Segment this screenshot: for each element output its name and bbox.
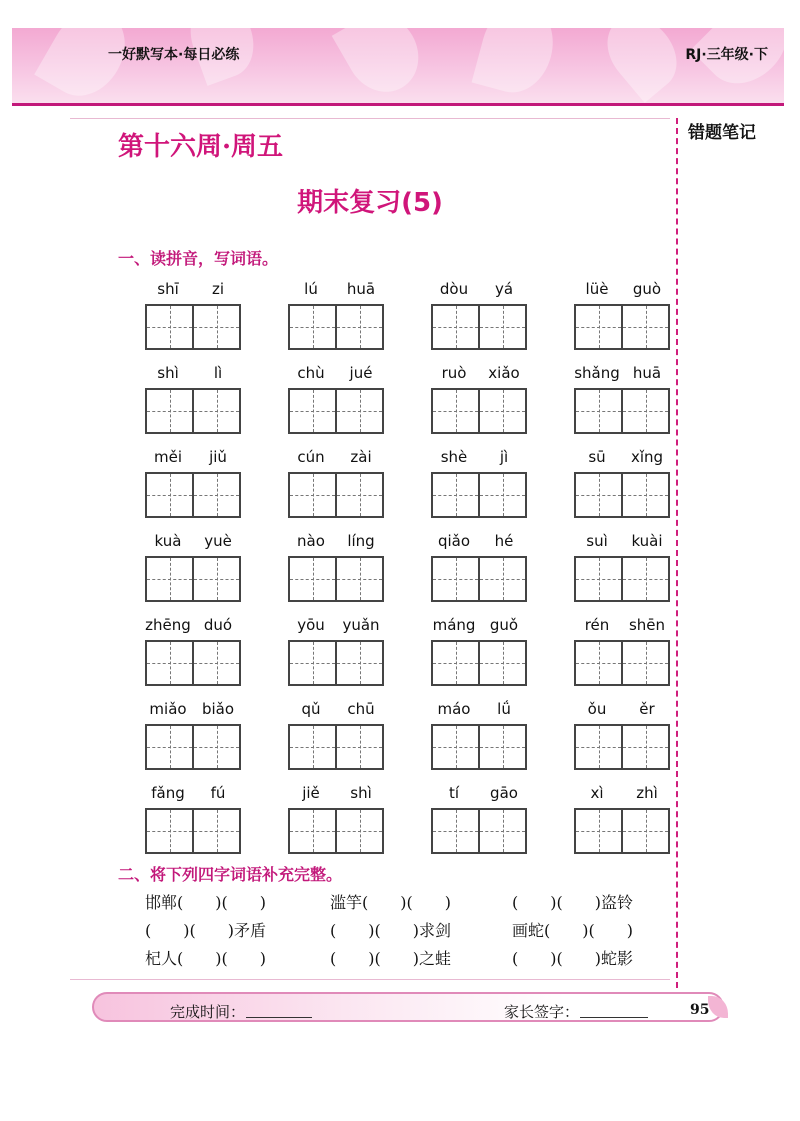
notes-column-title: 错题笔记 [688, 123, 756, 143]
writing-box[interactable] [288, 808, 384, 854]
pinyin-label [429, 364, 529, 386]
pinyin-label [429, 616, 529, 638]
pinyin-syllable: ěr [639, 700, 655, 718]
pinyin-label [572, 784, 672, 806]
character-square[interactable] [621, 642, 668, 684]
character-square[interactable] [478, 390, 525, 432]
pinyin-syllable: rén [584, 616, 610, 634]
character-square[interactable] [576, 390, 621, 432]
character-square[interactable] [621, 726, 668, 768]
word-cell [286, 364, 386, 436]
character-square[interactable] [147, 642, 192, 684]
pinyin-syllable: cún [297, 448, 325, 466]
idiom-item[interactable]: ( )( )之蛙 [330, 949, 451, 968]
pinyin-label [286, 448, 386, 470]
writing-box[interactable] [574, 388, 670, 434]
pinyin-syllable: zài [350, 448, 372, 466]
writing-box[interactable] [574, 724, 670, 770]
pinyin-syllable: shī [157, 280, 179, 298]
pinyin-syllable: fǎng [151, 784, 185, 802]
pinyin-syllable: ruò [441, 364, 467, 382]
petal-decoration [472, 28, 563, 101]
word-cell [572, 448, 672, 520]
character-square[interactable] [576, 642, 621, 684]
word-cell [143, 616, 243, 688]
pinyin-label [429, 448, 529, 470]
character-square[interactable] [621, 558, 668, 600]
word-cell [572, 784, 672, 856]
pinyin-syllable: guǒ [489, 616, 519, 634]
character-square[interactable] [335, 306, 382, 348]
pinyin-syllable: hé [494, 532, 514, 550]
character-square[interactable] [192, 810, 239, 852]
character-square[interactable] [478, 726, 525, 768]
pinyin-syllable: qǔ [301, 700, 321, 718]
pinyin-syllable: zhēng [145, 616, 191, 634]
word-cell [429, 616, 529, 688]
word-cell [143, 364, 243, 436]
petal-decoration [34, 28, 140, 106]
pinyin-label [143, 532, 243, 554]
pinyin-syllable: suì [586, 532, 608, 550]
writing-box[interactable] [288, 724, 384, 770]
pinyin-syllable: líng [347, 532, 375, 550]
pinyin-label [286, 616, 386, 638]
word-cell [429, 532, 529, 604]
writing-box[interactable] [145, 388, 241, 434]
pinyin-label [286, 700, 386, 722]
character-square[interactable] [147, 390, 192, 432]
writing-box[interactable] [288, 472, 384, 518]
idiom-item[interactable]: 邯郸( )( ) [145, 893, 266, 912]
idiom-item[interactable]: 滥竽( )( ) [330, 893, 451, 912]
word-cell [143, 784, 243, 856]
pinyin-syllable: nào [297, 532, 325, 550]
idiom-item[interactable]: ( )( )求剑 [330, 921, 451, 940]
pinyin-syllable: lüè [585, 280, 609, 298]
pinyin-syllable: chù [297, 364, 325, 382]
pinyin-syllable: jué [349, 364, 373, 382]
character-square[interactable] [192, 474, 239, 516]
pinyin-syllable: máng [432, 616, 476, 634]
pinyin-syllable: yuǎn [342, 616, 380, 634]
word-cell [286, 700, 386, 772]
writing-box[interactable] [431, 724, 527, 770]
character-square[interactable] [147, 474, 192, 516]
writing-box[interactable] [574, 472, 670, 518]
pinyin-syllable: huā [346, 280, 376, 298]
writing-box[interactable] [288, 640, 384, 686]
character-square[interactable] [147, 810, 192, 852]
character-square[interactable] [478, 810, 525, 852]
pinyin-label [286, 280, 386, 302]
notes-divider [676, 118, 678, 988]
character-square[interactable] [621, 474, 668, 516]
character-square[interactable] [576, 558, 621, 600]
character-square[interactable] [433, 390, 478, 432]
writing-box[interactable] [288, 556, 384, 602]
character-square[interactable] [335, 558, 382, 600]
writing-box[interactable] [431, 472, 527, 518]
pinyin-syllable: kuài [631, 532, 663, 550]
writing-box[interactable] [288, 388, 384, 434]
section-1-title: 一、读拼音，写词语。 [118, 249, 279, 268]
character-square[interactable] [433, 810, 478, 852]
writing-box[interactable] [145, 640, 241, 686]
lesson-title: 期末复习(5) [297, 188, 443, 218]
character-square[interactable] [433, 558, 478, 600]
character-square[interactable] [147, 726, 192, 768]
pinyin-syllable: biǎo [201, 700, 235, 718]
character-square[interactable] [621, 810, 668, 852]
pinyin-label [143, 784, 243, 806]
character-square[interactable] [576, 726, 621, 768]
pinyin-label [572, 364, 672, 386]
word-cell [572, 532, 672, 604]
word-cell [429, 448, 529, 520]
character-square[interactable] [576, 306, 621, 348]
pinyin-syllable: yōu [297, 616, 325, 634]
word-cell [143, 448, 243, 520]
word-cell [429, 364, 529, 436]
pinyin-label [572, 280, 672, 302]
character-square[interactable] [192, 642, 239, 684]
character-square[interactable] [335, 390, 382, 432]
pinyin-syllable: chū [347, 700, 375, 718]
character-square[interactable] [147, 306, 192, 348]
petal-decoration [593, 28, 690, 103]
character-square[interactable] [433, 306, 478, 348]
pinyin-label [286, 784, 386, 806]
character-square[interactable] [621, 306, 668, 348]
pinyin-syllable: jiě [302, 784, 320, 802]
page-header-banner [12, 28, 784, 106]
pinyin-syllable: gāo [490, 784, 518, 802]
pinyin-syllable: zi [211, 280, 225, 298]
character-square[interactable] [335, 810, 382, 852]
pinyin-syllable: měi [153, 448, 182, 466]
character-square[interactable] [335, 726, 382, 768]
writing-box[interactable] [145, 304, 241, 350]
word-cell [429, 784, 529, 856]
pinyin-label [143, 280, 243, 302]
character-square[interactable] [433, 474, 478, 516]
character-square[interactable] [192, 390, 239, 432]
character-square[interactable] [621, 390, 668, 432]
character-square[interactable] [192, 558, 239, 600]
pinyin-syllable: huā [632, 364, 662, 382]
character-square[interactable] [147, 558, 192, 600]
word-cell [286, 532, 386, 604]
pinyin-syllable: máo [437, 700, 471, 718]
writing-box[interactable] [574, 808, 670, 854]
writing-box[interactable] [145, 808, 241, 854]
character-square[interactable] [478, 642, 525, 684]
character-square[interactable] [433, 726, 478, 768]
pinyin-syllable: dòu [439, 280, 469, 298]
writing-box[interactable] [145, 724, 241, 770]
pinyin-syllable: kuà [154, 532, 182, 550]
word-cell [286, 616, 386, 688]
pinyin-label [429, 280, 529, 302]
pinyin-label [429, 784, 529, 806]
pinyin-label [143, 700, 243, 722]
series-name: 一好默写本·每日必练 [108, 47, 240, 63]
parent-signature-field[interactable] [580, 1017, 648, 1018]
page-number: 95 [690, 1002, 710, 1018]
word-cell [286, 280, 386, 352]
character-square[interactable] [290, 642, 335, 684]
writing-box[interactable] [145, 556, 241, 602]
week-title: 第十六周·周五 [118, 132, 284, 162]
pinyin-label [143, 364, 243, 386]
pinyin-syllable: duó [203, 616, 233, 634]
idiom-item[interactable]: 画蛇( )( ) [512, 921, 633, 940]
pinyin-syllable: sū [588, 448, 606, 466]
pinyin-syllable: xiǎo [488, 364, 520, 382]
pinyin-syllable: lì [213, 364, 223, 382]
writing-box[interactable] [574, 640, 670, 686]
grade-label: RJ·三年级·下 [685, 47, 768, 63]
pinyin-syllable: shǎng [574, 364, 620, 382]
word-cell [286, 448, 386, 520]
pinyin-syllable: tí [448, 784, 460, 802]
pinyin-syllable: lú [304, 280, 318, 298]
idiom-item[interactable]: 杞人( )( ) [145, 949, 266, 968]
parent-signature-label: 家长签字： [504, 1003, 580, 1021]
pinyin-label [429, 532, 529, 554]
idiom-item[interactable]: ( )( )蛇影 [512, 949, 633, 968]
pinyin-label [143, 448, 243, 470]
pinyin-label [572, 532, 672, 554]
pinyin-syllable: jì [499, 448, 509, 466]
idiom-item[interactable]: ( )( )盗铃 [512, 893, 633, 912]
character-square[interactable] [576, 474, 621, 516]
pinyin-syllable: fú [210, 784, 226, 802]
writing-box[interactable] [574, 556, 670, 602]
pinyin-syllable: miǎo [149, 700, 187, 718]
word-cell [143, 532, 243, 604]
writing-box[interactable] [431, 388, 527, 434]
pinyin-label [429, 700, 529, 722]
word-cell [429, 700, 529, 772]
writing-box[interactable] [288, 304, 384, 350]
word-cell [143, 280, 243, 352]
character-square[interactable] [290, 390, 335, 432]
character-square[interactable] [433, 642, 478, 684]
character-square[interactable] [290, 474, 335, 516]
petal-decoration [332, 28, 433, 105]
pinyin-label [143, 616, 243, 638]
pinyin-label [572, 616, 672, 638]
pinyin-label [572, 448, 672, 470]
character-square[interactable] [290, 726, 335, 768]
pinyin-syllable: shēn [628, 616, 666, 634]
character-square[interactable] [335, 474, 382, 516]
writing-box[interactable] [431, 640, 527, 686]
character-square[interactable] [290, 810, 335, 852]
pinyin-syllable: shì [157, 364, 179, 382]
word-cell [572, 280, 672, 352]
idiom-item[interactable]: ( )( )矛盾 [145, 921, 266, 940]
character-square[interactable] [290, 558, 335, 600]
writing-box[interactable] [431, 808, 527, 854]
pinyin-syllable: yá [494, 280, 514, 298]
pinyin-syllable: zhì [636, 784, 658, 802]
character-square[interactable] [335, 642, 382, 684]
section-2-title: 二、将下列四字词语补充完整。 [118, 865, 343, 884]
writing-box[interactable] [145, 472, 241, 518]
writing-box[interactable] [574, 304, 670, 350]
completion-time-field[interactable] [246, 1017, 312, 1018]
word-cell [572, 700, 672, 772]
completion-time-label: 完成时间： [170, 1003, 246, 1021]
pinyin-syllable: shè [440, 448, 468, 466]
word-cell [572, 364, 672, 436]
character-square[interactable] [290, 306, 335, 348]
pinyin-syllable: guò [632, 280, 662, 298]
character-square[interactable] [192, 306, 239, 348]
pinyin-syllable: ǒu [587, 700, 607, 718]
writing-box[interactable] [431, 304, 527, 350]
pinyin-syllable: shì [350, 784, 372, 802]
pinyin-syllable: lǘ [497, 700, 511, 718]
pinyin-syllable: yuè [204, 532, 232, 550]
pinyin-syllable: jiǔ [209, 448, 227, 466]
character-square[interactable] [576, 810, 621, 852]
word-cell [286, 784, 386, 856]
character-square[interactable] [478, 306, 525, 348]
pinyin-syllable: qiǎo [437, 532, 471, 550]
word-cell [572, 616, 672, 688]
character-square[interactable] [192, 726, 239, 768]
pinyin-syllable: xì [590, 784, 604, 802]
pinyin-label [286, 532, 386, 554]
writing-box[interactable] [431, 556, 527, 602]
character-square[interactable] [478, 558, 525, 600]
word-cell [429, 280, 529, 352]
pinyin-label [286, 364, 386, 386]
word-cell [143, 700, 243, 772]
character-square[interactable] [478, 474, 525, 516]
pinyin-syllable: xǐng [630, 448, 664, 466]
header-underline [12, 103, 784, 106]
pinyin-label [572, 700, 672, 722]
